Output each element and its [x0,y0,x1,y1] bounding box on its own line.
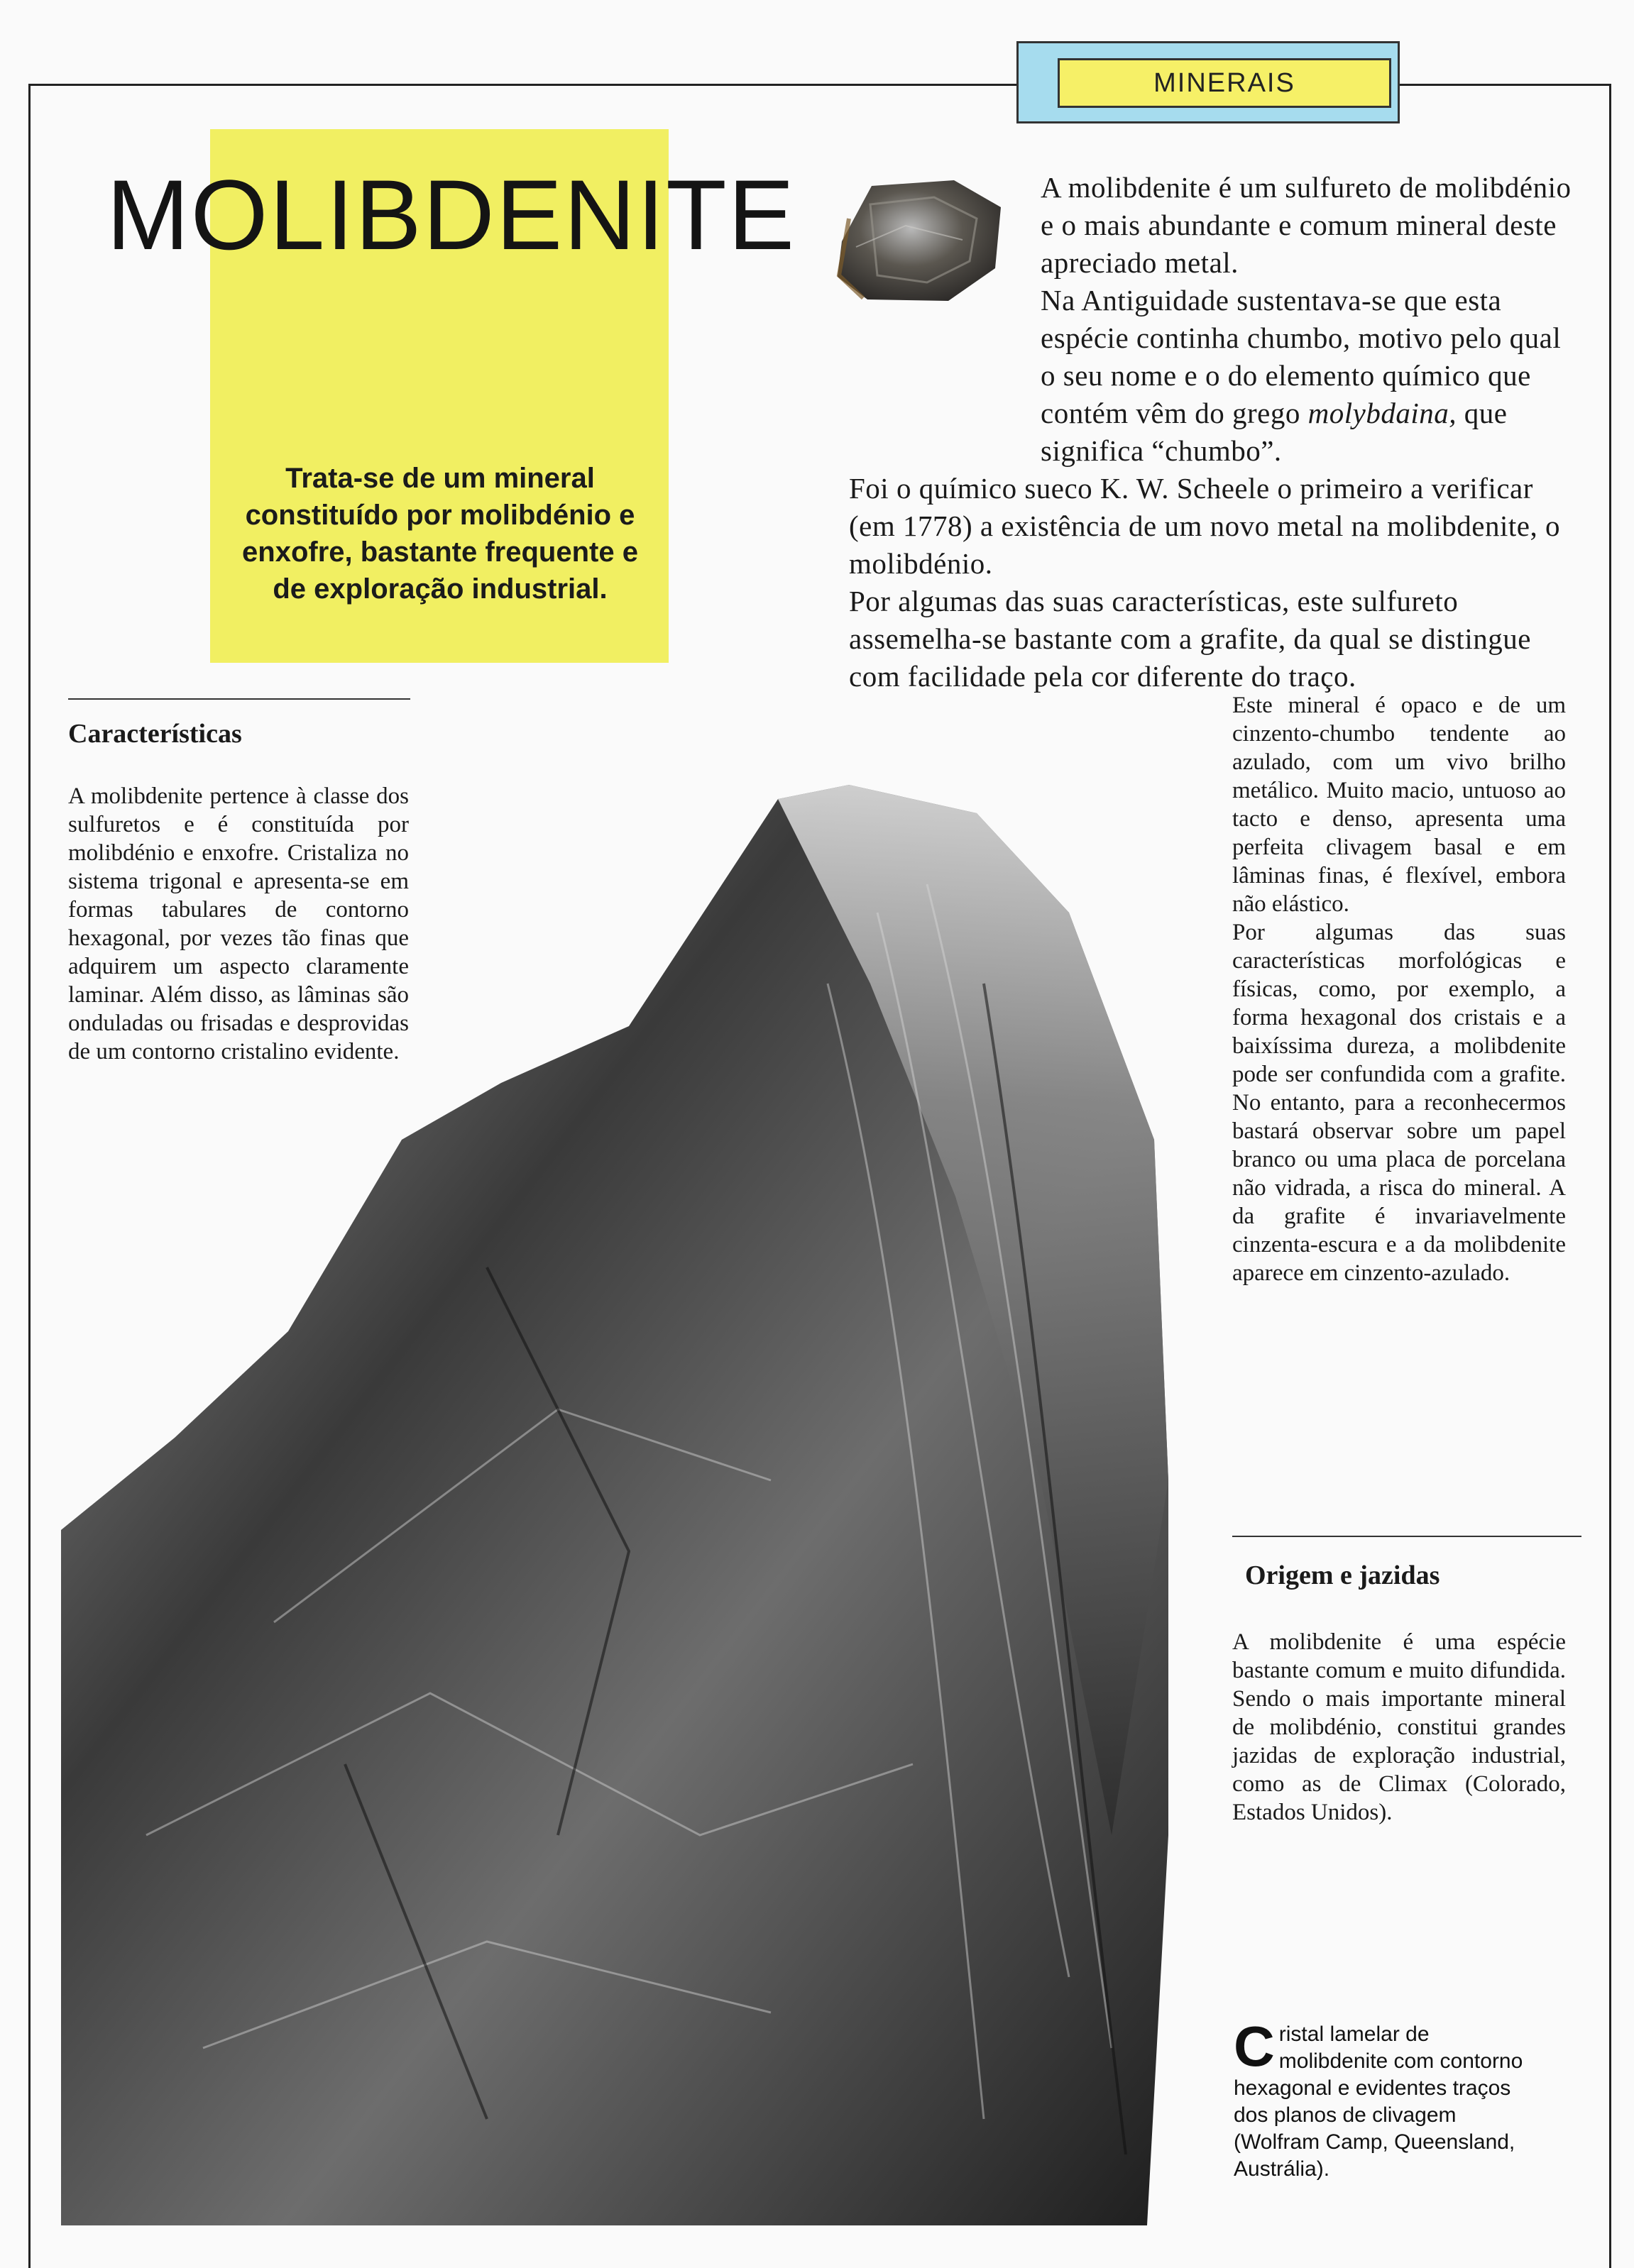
section-tag: MINERAIS [1058,58,1391,108]
intro-paragraph-3: Foi o químico sueco K. W. Scheele o primeiro a verificar (em 1778) a existência de um novo metal na molibdenite, o molibdénio. [849,472,1560,580]
lead-summary: Trata-se de um mineral constituído por molibdénio e enxofre, bastante frequente e de exploração industrial. [242,463,638,605]
caption-dropcap: C [1234,2015,1275,2078]
characteristics-text [68,782,409,1066]
intro-paragraph-2-end: que significa “chumbo”. [1041,397,1508,467]
description-paragraph-2: Por algumas das suas características morfológicas e físicas, como, por exemplo, a forma hexagonal dos cristais e a baixíssima dureza, a molibdenite pode ser confundida com a grafite. No entanto, para a reconhecermos bastará observar sobre um papel branco ou uma placa de porcelana não vidrada, a risca do mineral. A da grafite é invariavelmente cinzenta-escura e a da molibdenite aparece em cinzento-azulado. [1232,920,1566,1286]
photo-caption [1234,2015,1525,2183]
page-frame-left [28,84,31,2268]
origin-text [1232,1628,1566,1827]
origin-heading: Origem e jazidas [1245,1560,1440,1590]
intro-paragraph-4: Por algumas das suas características, este sulfureto assemelha-se bastante com a grafite, da qual se distingue com facilidade pela cor diferente do traço. [849,585,1531,693]
intro-paragraph-1: A molibdenite é um sulfureto de molibdénio e o mais abundante e comum mineral deste apreciado metal. [1041,171,1572,279]
intro-paragraph-2-start: Na Antiguidade sustentava-se que esta espécie continha chumbo, motivo pelo qual o seu nome e o do elemento químico que contém vêm do grego [1041,284,1562,429]
origin-paragraph: A molibdenite é uma espécie bastante comum e muito difundida. Sendo o mais importante mineral de molibdénio, constitui grandes jazidas de exploração industrial, como as de Climax (Colorado, Estados Unidos). [1232,1629,1566,1825]
characteristics-paragraph: A molibdenite pertence à classe dos sulfuretos e é constituída por molibdénio e enxofre. Cristaliza no sistema trigonal e apresenta-se em formas tabulares de contorno hexagonal, por vezes tão finas que adquirem um aspecto claramente laminar. Além disso, as lâminas são onduladas ou frisadas e desprovidas de um contorno cristalino evidente. [68,783,409,1064]
description-paragraph-1: Este mineral é opaco e de um cinzento-chumbo tendente ao azulado, com um vivo brilho metálico. Muito macio, untuoso ao tacto e denso, apresenta uma perfeita clivagem basal e em lâminas finas, é flexível, embora não elástico. [1232,693,1566,917]
description-text [1232,691,1566,1287]
intro-greek-word: molybdaina, [1307,397,1457,429]
characteristics-rule [68,698,410,700]
page-title: MOLIBDENITE [106,159,796,270]
origin-rule [1232,1536,1581,1537]
caption-text: ristal lamelar de molibdenite com contorno hexagonal e evidentes traços dos planos de clivagem (Wolfram Camp, Queensland, Austrália). [1234,2022,1523,2181]
intro-text [849,169,1577,695]
page-frame-right [1609,84,1611,2268]
intro-paragraph-2 [849,282,1577,470]
characteristics-heading: Características [68,719,242,749]
